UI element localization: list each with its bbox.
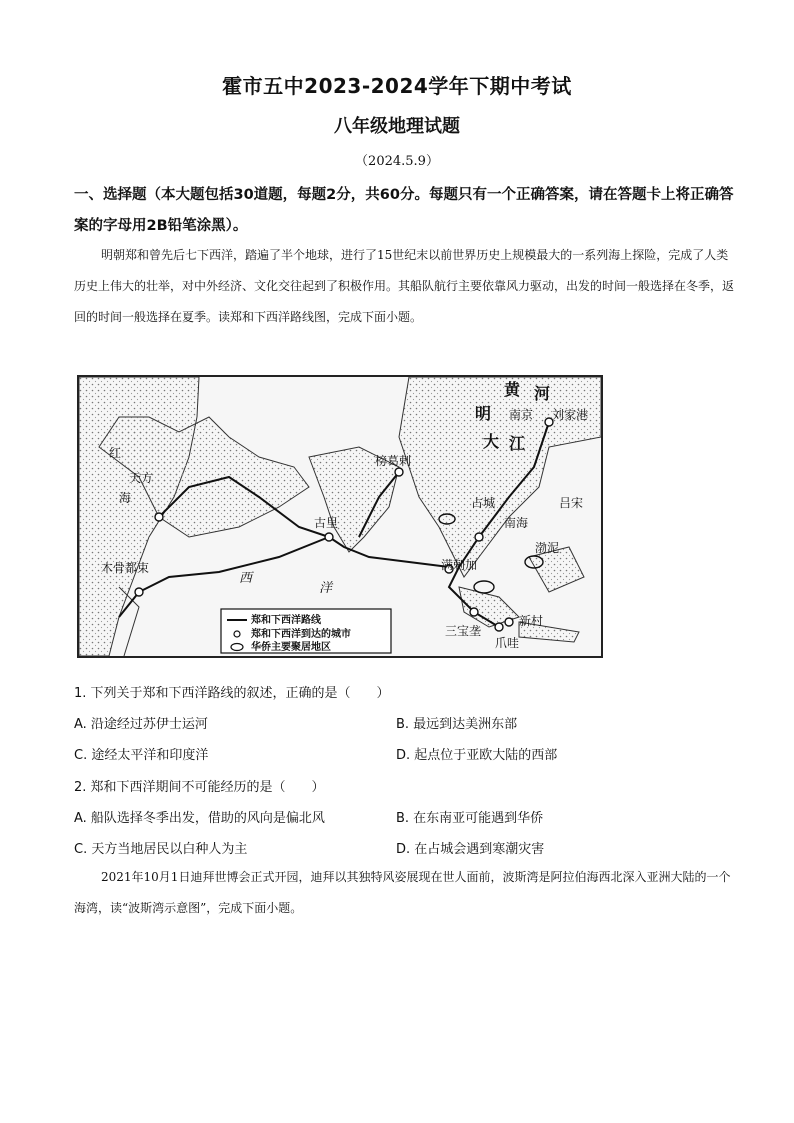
asia-land <box>399 377 601 577</box>
question-2-option-b[interactable]: B. 在东南亚可能遇到华侨 <box>396 811 544 826</box>
question-1-option-d[interactable]: D. 起点位于亚欧大陆的西部 <box>396 748 558 763</box>
map-graphic <box>79 377 601 656</box>
question-1-stem: 1. 下列关于郑和下西洋路线的叙述，正确的是（ ） <box>74 686 390 701</box>
label-zhancheng: 占城 <box>471 496 496 510</box>
section-heading: 一、选择题（本大题包括30道题，每题2分，共60分。每题只有一个正确答案，请在答题卡上将正确答案的字母用2B铅笔涂黑）。 <box>74 187 734 234</box>
label-jiang: 江 <box>509 434 526 453</box>
question-1-option-c[interactable]: C. 途经太平洋和印度洋 <box>74 748 209 763</box>
label-huanghe: 黄 <box>504 380 521 399</box>
passage-zhenghe: 明朝郑和曾先后七下西洋，踏遍了半个地球，进行了15世纪末以前世界历史上规模最大的一系列海上探险，完成了人类历史上伟大的壮举，对中外经济、文化交往起到了积极作用。其船队航行主要依靠风力驱动，出发的时间一般选择在冬季，返回的时间一般选择在夏季。读郑和下西洋路线图，完成下面小题。 <box>74 248 735 324</box>
label-xi: 西 <box>239 571 253 586</box>
legend-overseas: 华侨主要聚居地区 <box>251 642 331 653</box>
label-xincun: 新村 <box>519 614 544 628</box>
map-legend <box>221 609 391 653</box>
question-2-stem: 2. 郑和下西洋期间不可能经历的是（ ） <box>74 780 325 795</box>
label-guli: 古里 <box>314 516 339 530</box>
legend-route: 郑和下西洋路线 <box>251 615 321 626</box>
question-1-option-a[interactable]: A. 沿途经过苏伊士运河 <box>74 717 208 732</box>
exam-date: （2024.5.9） <box>355 154 439 169</box>
label-he: 河 <box>534 384 551 403</box>
label-sanbaolong: 三宝垄 <box>445 624 482 638</box>
passage-persian-gulf: 2021年10月1日迪拜世博会正式开园，迪拜以其独特风姿展现在世人面前，波斯湾是阿拉伯海西北深入亚洲大陆的一个海湾，读“波斯湾示意图”，完成下面小题。 <box>74 870 731 915</box>
label-lusong: 吕宋 <box>559 496 584 510</box>
label-mugudushu: 木骨都束 <box>101 561 150 575</box>
question-2-option-c[interactable]: C. 天方当地居民以白种人为主 <box>74 842 248 857</box>
label-manlajia: 满剌加 <box>441 558 478 572</box>
label-hai: 海 <box>119 491 132 505</box>
label-ming: 明 <box>475 404 492 423</box>
question-1-option-b[interactable]: B. 最远到达美洲东部 <box>396 717 518 732</box>
label-da: 大 <box>483 432 500 451</box>
label-nanhai: 南海 <box>504 516 529 530</box>
label-liujiagang: 刘家港 <box>552 408 589 422</box>
question-2-option-a[interactable]: A. 船队选择冬季出发，借助的风向是偏北风 <box>74 811 325 826</box>
label-banggela: 榜葛剌 <box>375 454 412 468</box>
label-tianfang: 天方 <box>129 471 154 485</box>
page-subtitle: 八年级地理试题 <box>334 116 460 137</box>
question-2-option-d[interactable]: D. 在占城会遇到寒潮灾害 <box>396 842 545 857</box>
label-zhuawa: 爪哇 <box>495 636 520 650</box>
label-hong: 红 <box>109 446 122 460</box>
label-yang: 洋 <box>319 581 333 596</box>
label-boluo: 渤泥 <box>535 541 560 555</box>
label-nanjing: 南京 <box>509 408 534 422</box>
page-title: 霍市五中2023-2024学年下期中考试 <box>222 74 572 98</box>
legend-cities: 郑和下西洋到达的城市 <box>251 629 351 640</box>
zhenghe-route-map <box>77 375 603 658</box>
